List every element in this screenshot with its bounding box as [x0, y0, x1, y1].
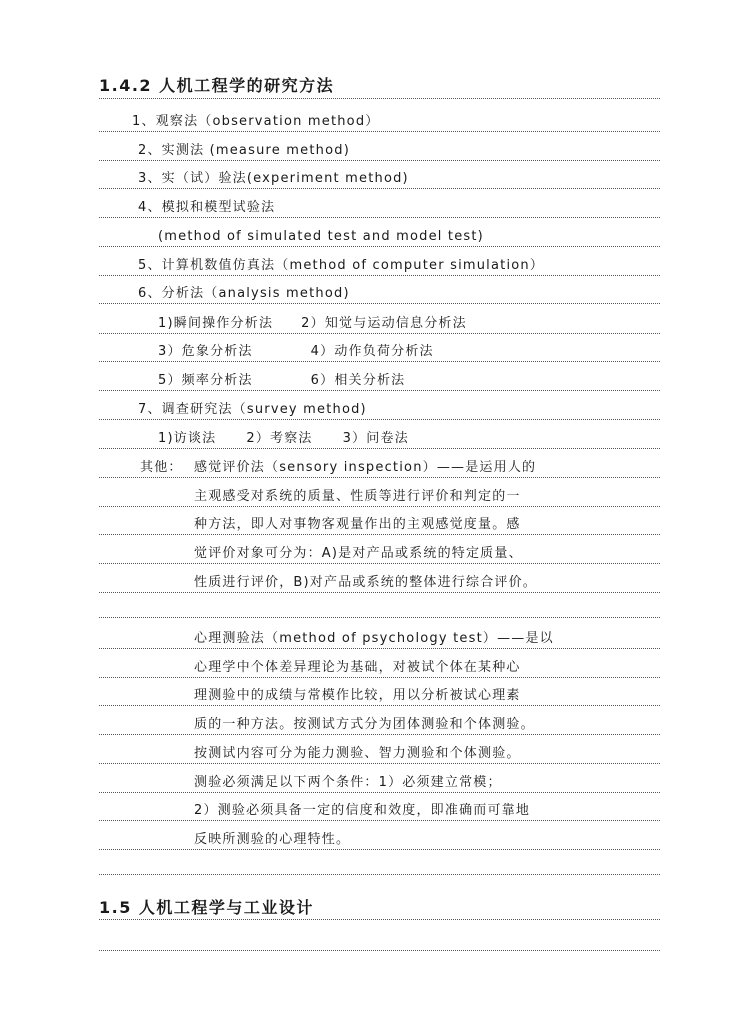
analysis-item: 6）相关分析法: [310, 373, 406, 388]
dotted-rule: [99, 477, 660, 478]
psych-paragraph-line: 反映所测验的心理特性。: [194, 832, 351, 847]
dotted-rule: [99, 303, 660, 304]
psych-paragraph-line: 心理学中个体差异理论为基础，对被试个体在某种心: [194, 660, 521, 675]
dotted-rule: [99, 763, 660, 764]
dotted-rule: [99, 705, 660, 706]
dotted-rule: [99, 648, 660, 649]
survey-row: [158, 431, 409, 447]
method-item: 6、分析法（analysis method): [138, 286, 350, 301]
method-item: 2、实测法 (measure method): [138, 143, 350, 158]
section-heading-1-4-2: 1.4.2 人机工程学的研究方法: [99, 76, 335, 95]
psych-paragraph-line: 2）测验必须具备一定的信度和效度，即准确而可靠地: [194, 803, 531, 818]
dotted-rule: [99, 820, 660, 821]
analysis-row: [158, 344, 434, 360]
dotted-rule: [99, 448, 660, 449]
psych-paragraph-line: 心理测验法（method of psychology test）——是以: [194, 631, 554, 646]
analysis-item: 1)瞬间操作分析法: [158, 316, 274, 331]
method-item: 7、调查研究法（survey method): [138, 402, 367, 417]
dotted-rule: [99, 506, 660, 507]
dotted-rule: [99, 246, 660, 247]
dotted-rule: [99, 563, 660, 564]
analysis-row: [158, 373, 405, 389]
survey-item: 3）问卷法: [342, 431, 409, 446]
dotted-rule: [99, 188, 660, 189]
dotted-rule: [99, 849, 660, 850]
dotted-rule: [99, 734, 660, 735]
sensory-paragraph-line: 主观感受对系统的质量、性质等进行评价和判定的一: [194, 489, 521, 504]
dotted-rule: [99, 919, 660, 920]
dotted-rule: [99, 950, 660, 951]
method-item: 1、观察法（observation method）: [132, 114, 380, 129]
method-item: 5、计算机数值仿真法（method of computer simulation）: [138, 258, 545, 273]
survey-item: 1)访谈法: [158, 431, 217, 446]
analysis-item: 3）危象分析法: [158, 344, 253, 359]
dotted-rule: [99, 390, 660, 391]
dotted-rule: [99, 677, 660, 678]
dotted-rule: [99, 534, 660, 535]
other-label: 其他：: [140, 460, 183, 475]
psych-paragraph-line: 理测验中的成绩与常模作比较，用以分析被试心理素: [194, 688, 521, 703]
sensory-paragraph-line: 感觉评价法（sensory inspection）——是运用人的: [194, 460, 537, 475]
dotted-rule: [99, 160, 660, 161]
psych-paragraph-line: 测验必须满足以下两个条件：1）必须建立常模；: [194, 775, 502, 790]
dotted-rule: [99, 131, 660, 132]
analysis-item: 5）频率分析法: [158, 373, 253, 388]
method-item: 3、实（试）验法(experiment method): [138, 171, 409, 186]
dotted-rule: [99, 419, 660, 420]
dotted-rule: [99, 874, 660, 875]
analysis-item: 2）知觉与运动信息分析法: [301, 316, 467, 331]
psych-paragraph-line: 质的一种方法。按测试方式分为团体测验和个体测验。: [194, 717, 535, 732]
survey-item: 2）考察法: [246, 431, 313, 446]
sensory-paragraph-line: 觉评价对象可分为：A)是对产品或系统的特定质量、: [194, 546, 523, 561]
dotted-rule: [99, 361, 660, 362]
dotted-rule: [99, 98, 660, 99]
method-item: 4、模拟和模型试验法: [138, 200, 276, 215]
section-heading-1-5: 1.5 人机工程学与工业设计: [99, 898, 314, 917]
sensory-paragraph-line: 性质进行评价，B)对产品或系统的整体进行综合评价。: [194, 575, 537, 590]
analysis-item: 4）动作负荷分析法: [310, 344, 434, 359]
psych-paragraph-line: 按测试内容可分为能力测验、智力测验和个体测验。: [194, 746, 521, 761]
sensory-paragraph-line: 种方法，即人对事物客观量作出的主观感觉度量。感: [194, 517, 521, 532]
dotted-rule: [99, 217, 660, 218]
dotted-rule: [99, 333, 660, 334]
dotted-rule: [99, 275, 660, 276]
dotted-rule: [99, 617, 660, 618]
dotted-rule: [99, 792, 660, 793]
method-item-continuation: (method of simulated test and model test): [158, 229, 484, 244]
analysis-row: [158, 316, 467, 332]
dotted-rule: [99, 592, 660, 593]
